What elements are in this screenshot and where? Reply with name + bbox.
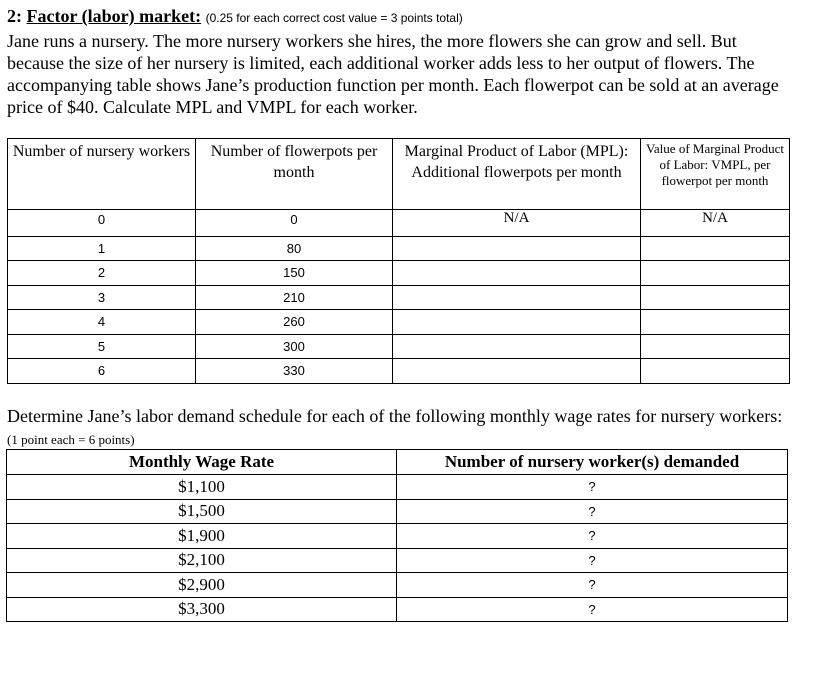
table-row bbox=[7, 524, 788, 549]
wage-cell: $1,500 bbox=[7, 499, 397, 524]
production-table-header bbox=[8, 139, 790, 210]
labor-demand-points-note: (1 point each = 6 points) bbox=[7, 432, 135, 447]
table-row bbox=[8, 261, 790, 286]
table-row bbox=[7, 475, 788, 500]
labor-demand-table bbox=[6, 449, 788, 622]
flowerpots-cell: 210 bbox=[196, 285, 393, 310]
vmpl-cell[interactable] bbox=[641, 359, 790, 384]
question-heading bbox=[7, 4, 797, 30]
table-row bbox=[7, 573, 788, 598]
vmpl-cell[interactable] bbox=[641, 261, 790, 286]
table-row bbox=[8, 285, 790, 310]
demanded-cell[interactable]: ? bbox=[397, 548, 788, 573]
workers-cell: 3 bbox=[8, 285, 196, 310]
demanded-cell[interactable]: ? bbox=[397, 524, 788, 549]
wage-cell: $1,100 bbox=[7, 475, 397, 500]
header-workers: Number of nursery workers bbox=[8, 139, 196, 210]
wage-cell: $1,900 bbox=[7, 524, 397, 549]
mpl-cell[interactable] bbox=[393, 285, 641, 310]
question-title: Factor (labor) market: bbox=[26, 6, 202, 26]
table-row bbox=[7, 499, 788, 524]
vmpl-cell[interactable] bbox=[641, 285, 790, 310]
labor-demand-question bbox=[7, 405, 797, 451]
production-table bbox=[7, 138, 790, 384]
question-number: 2: bbox=[7, 6, 22, 26]
workers-cell: 2 bbox=[8, 261, 196, 286]
question-block bbox=[7, 4, 797, 118]
flowerpots-cell: 80 bbox=[196, 236, 393, 261]
demanded-cell[interactable]: ? bbox=[397, 475, 788, 500]
flowerpots-cell: 260 bbox=[196, 310, 393, 335]
header-vmpl: Value of Marginal Product of Labor: VMPL, per flowerpot per month bbox=[641, 139, 790, 210]
table-row bbox=[8, 210, 790, 237]
demanded-cell[interactable]: ? bbox=[397, 597, 788, 622]
workers-cell: 5 bbox=[8, 334, 196, 359]
header-mpl: Marginal Product of Labor (MPL): Additional flowerpots per month bbox=[393, 139, 641, 210]
mpl-cell[interactable] bbox=[393, 359, 641, 384]
labor-demand-header bbox=[7, 450, 788, 475]
table-row bbox=[8, 359, 790, 384]
demanded-cell[interactable]: ? bbox=[397, 573, 788, 598]
workers-cell: 4 bbox=[8, 310, 196, 335]
flowerpots-cell: 150 bbox=[196, 261, 393, 286]
vmpl-cell[interactable] bbox=[641, 334, 790, 359]
table-row bbox=[8, 236, 790, 261]
flowerpots-cell: 0 bbox=[196, 210, 393, 237]
table-row bbox=[8, 310, 790, 335]
mpl-cell[interactable] bbox=[393, 310, 641, 335]
wage-cell: $2,100 bbox=[7, 548, 397, 573]
labor-demand-prompt: Determine Jane’s labor demand schedule for each of the following monthly wage rates for nursery workers: bbox=[7, 406, 783, 426]
flowerpots-cell: 300 bbox=[196, 334, 393, 359]
header-wage-rate: Monthly Wage Rate bbox=[7, 450, 397, 475]
points-note: (0.25 for each correct cost value = 3 points total) bbox=[205, 11, 463, 25]
table-row bbox=[7, 548, 788, 573]
wage-cell: $3,300 bbox=[7, 597, 397, 622]
vmpl-cell[interactable] bbox=[641, 310, 790, 335]
header-workers-demanded: Number of nursery worker(s) demanded bbox=[397, 450, 788, 475]
mpl-cell: N/A bbox=[393, 210, 641, 237]
mpl-cell[interactable] bbox=[393, 261, 641, 286]
workers-cell: 6 bbox=[8, 359, 196, 384]
table-row bbox=[8, 334, 790, 359]
mpl-cell[interactable] bbox=[393, 334, 641, 359]
vmpl-cell[interactable] bbox=[641, 236, 790, 261]
table-row bbox=[7, 597, 788, 622]
mpl-cell[interactable] bbox=[393, 236, 641, 261]
flowerpots-cell: 330 bbox=[196, 359, 393, 384]
intro-paragraph: Jane runs a nursery. The more nursery workers she hires, the more flowers she can grow and sell. But because the size of her nursery is limited, each additional worker adds less to her output of flowers. The accompanying table shows Jane’s production function per month. Each flowerpot can be sold at an average price of $40. Calculate MPL and VMPL for each worker. bbox=[7, 31, 779, 117]
demanded-cell[interactable]: ? bbox=[397, 499, 788, 524]
vmpl-cell: N/A bbox=[641, 210, 790, 237]
workers-cell: 1 bbox=[8, 236, 196, 261]
wage-cell: $2,900 bbox=[7, 573, 397, 598]
workers-cell: 0 bbox=[8, 210, 196, 237]
header-flowerpots: Number of flowerpots per month bbox=[196, 139, 393, 210]
